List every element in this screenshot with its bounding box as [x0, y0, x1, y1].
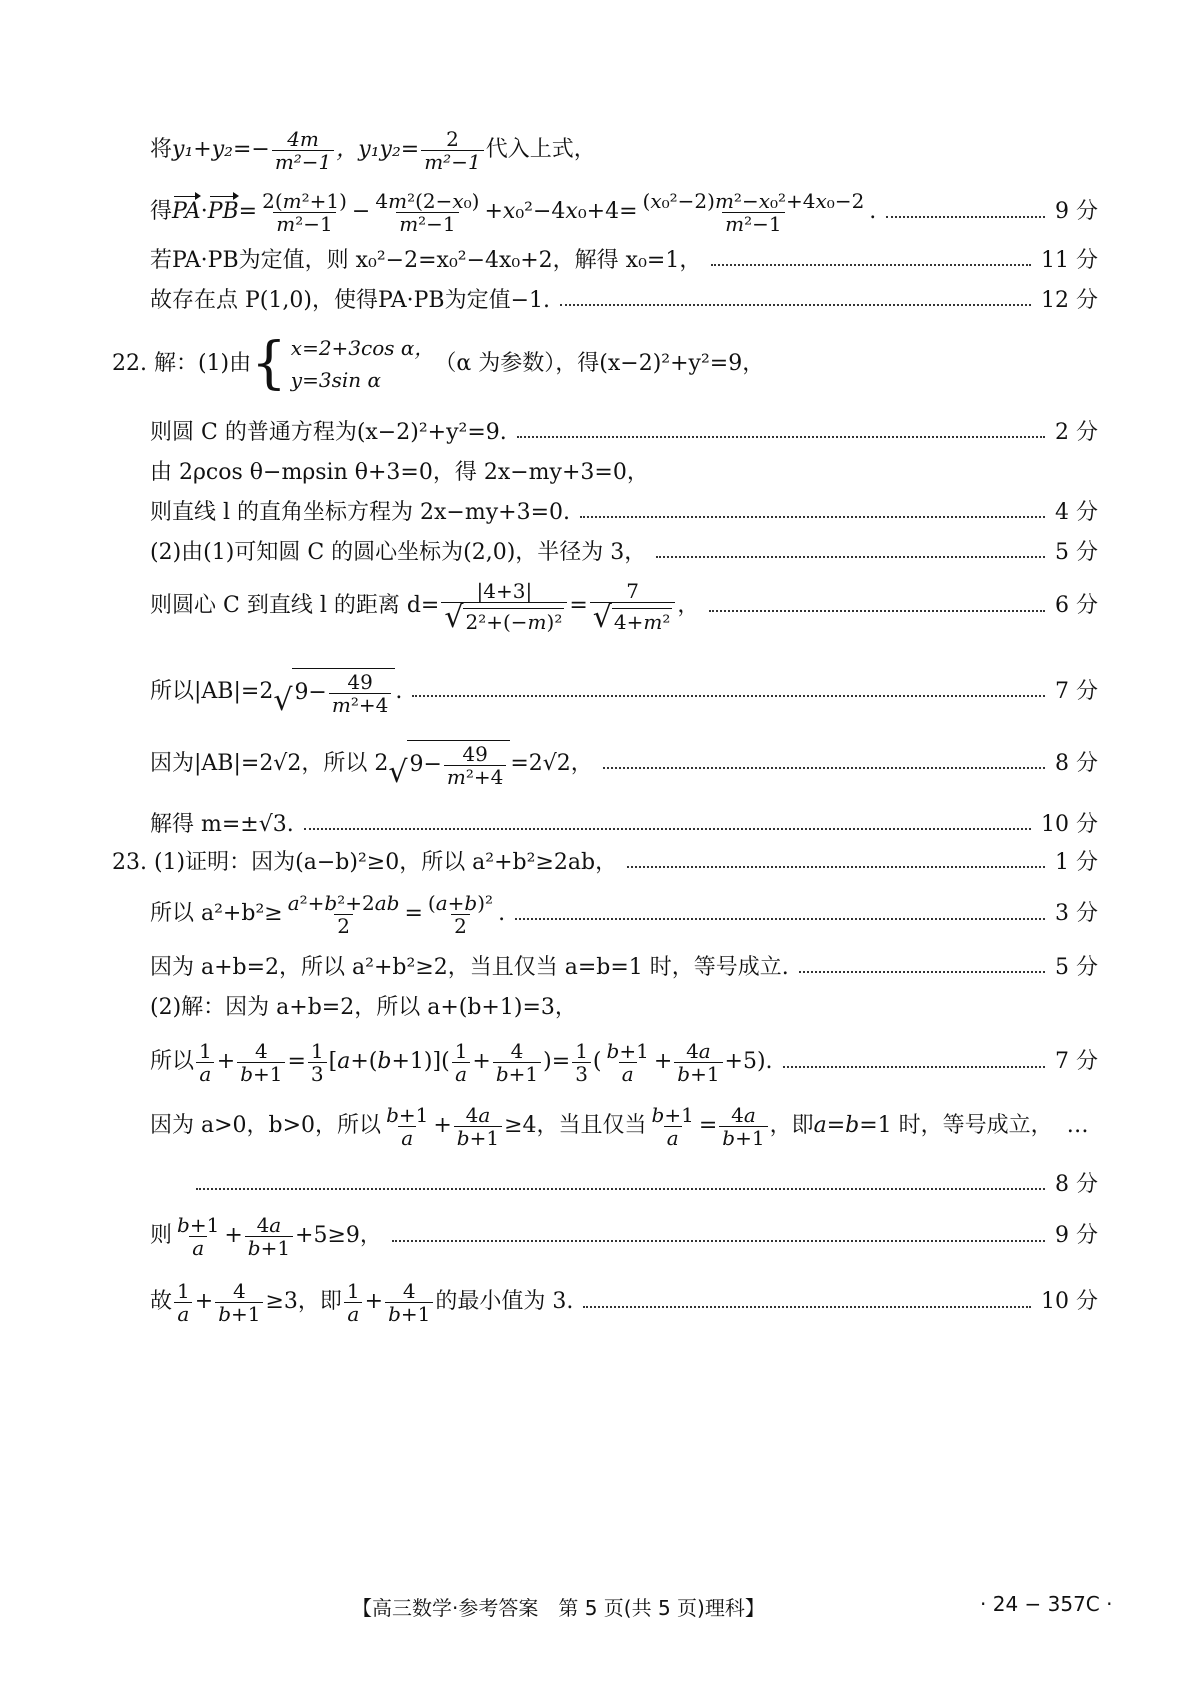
score: 8 分 [1055, 750, 1098, 776]
dot-leader [627, 866, 1045, 868]
line-17 [150, 995, 1098, 1021]
ellipsis: … [1066, 1113, 1089, 1139]
statement: 故 [150, 1289, 173, 1315]
statement: 所以 [150, 1049, 195, 1075]
statement: 解得 m=±√3. [150, 812, 294, 837]
score: 10 分 [1041, 812, 1098, 837]
score: 9 分 [1055, 199, 1098, 225]
score: 7 分 [1055, 1049, 1098, 1075]
line-12: 因为|AB|=2√2，所以 2 √ 9− $\frac{49}{\text{m²+4}}$ =2√2， 8 分 [150, 742, 1098, 790]
problem-23-heading: 23. (1)证明：因为(a−b)²≥0，所以 a²+b²≥2ab， [112, 850, 618, 875]
line-14 [112, 850, 1098, 876]
fraction: $\frac{2}{\text{m²−1}}$ [421, 128, 483, 173]
line-7 [150, 460, 1098, 486]
statement: 因为 a>0，b>0，所以 [150, 1113, 382, 1139]
line-8 [150, 500, 1098, 526]
dot-leader [799, 971, 1045, 973]
footer-title: 【高三数学·参考答案 第 5 页(共 5 页)理科】 [352, 1596, 765, 1620]
statement: (2)由(1)可知圆 C 的圆心坐标为(2,0)，半径为 3， [150, 540, 647, 565]
fraction: $\frac{4m}{\text{m²−1}}$ [272, 128, 334, 173]
dot-leader [656, 556, 1045, 558]
parametric-system: x=2+3cos α， y=3sin α [290, 336, 435, 392]
dot-leader [603, 767, 1045, 769]
statement: 则 [150, 1223, 173, 1249]
fraction: |4+3| √ 2²+(− m )² [441, 580, 567, 633]
score: 4 分 [1055, 500, 1098, 525]
dot-leader [560, 304, 1031, 306]
text-segment: 代入上式， [485, 137, 596, 163]
statement: 所以|AB|=2 [150, 678, 274, 704]
line-20 [196, 1172, 1098, 1198]
dot-leader [412, 695, 1045, 697]
statement: 所以 a²+b²≥ [150, 901, 283, 927]
line-15: 所以 a²+b²≥ $\frac{\text{a²+b²+2ab}}{2}$ = $\frac{\text{(a+b)²}}{2}$ . 3 分 [150, 891, 1098, 938]
line-5 [112, 332, 1098, 396]
pa-pb-expression: 得 PA · PB = $\frac{\text{2(m²+1)}}{\text{m²−1}}$ − $\frac{\text{4m²(2−x₀)}}{\text{m²−1}}$ + x ₀²−4 x ₀+4= $\frac{\text{(x₀²−2)m²−x₀²+4x₀−2}}{\text{m²−1}}$ . [150, 189, 877, 236]
statement: 则直线 l 的直角坐标方程为 2x−my+3=0. [150, 500, 570, 525]
score: 5 分 [1055, 540, 1098, 565]
dot-leader [392, 1240, 1045, 1242]
statement: 故存在点 P(1,0)，使得PA·PB为定值−1. [150, 288, 551, 313]
dot-leader [583, 1306, 1031, 1308]
fraction: $\frac{\text{a²+b²+2ab}}{2}$ [287, 891, 400, 938]
dot-leader [886, 216, 1045, 218]
sqrt-expression: √ 9− $\frac{49}{\text{m²+4}}$ [388, 740, 510, 788]
score: 11 分 [1041, 248, 1098, 273]
fraction: $\frac{\text{(a+b)²}}{2}$ [427, 891, 494, 938]
statement: （α 为参数），得(x−2)²+y²=9， [434, 350, 765, 376]
line-1 [150, 128, 1098, 173]
line-16 [150, 955, 1098, 981]
score: 9 分 [1055, 1223, 1098, 1249]
line-2 [150, 190, 1098, 235]
line-10: 则圆心 C 到直线 l 的距离 d= |4+3| √ 2²+(− m )² = 7 √ 4+ m ² ， 6 分 [150, 579, 1098, 635]
score: 3 分 [1055, 901, 1098, 927]
score: 7 分 [1055, 678, 1098, 704]
line-18: 所以 $\frac{1}{a}$ + $\frac{4}{b+1}$ = $\frac{1}{3}$ [ a +( b +1)]( $\frac{1}{a}$ + $\frac{4}{b+1}$ )= $\frac{1}{3}$ ( $\frac{b+1}{a}$ + $\frac{4a}{b+1}$ +5). 7 分 [150, 1039, 1098, 1086]
dot-leader [196, 1188, 1045, 1190]
dot-leader [711, 264, 1031, 266]
text-segment: 将 [150, 137, 173, 163]
score: 12 分 [1041, 288, 1098, 313]
statement: (2)解：因为 a+b=2，所以 a+(b+1)=3， [150, 995, 577, 1020]
dot-leader [709, 610, 1045, 612]
score: 6 分 [1055, 593, 1098, 619]
dot-leader [515, 918, 1045, 920]
math-y1y2-product: ，y₁y₂= [336, 137, 420, 163]
dot-leader [783, 1066, 1045, 1068]
score: 5 分 [1055, 955, 1098, 980]
problem-22-heading: 22. 解：(1)由 [112, 350, 252, 376]
line-4 [150, 288, 1098, 314]
fraction: 7 √ 4+ m ² [590, 580, 676, 633]
line-11: 所以|AB|=2 √ 9− $\frac{49}{\text{m²+4}}$ . 7 分 [150, 670, 1098, 718]
brace-icon: { [251, 331, 287, 396]
score: 8 分 [1055, 1172, 1098, 1197]
statement: 由 2ρcos θ−mρsin θ+3=0，得 2x−my+3=0， [150, 460, 649, 485]
line-22: 故 $\frac{1}{a}$ + $\frac{4}{b+1}$ ≥3，即 $\frac{1}{a}$ + $\frac{4}{b+1}$ 的最小值为 3. 10 分 [150, 1279, 1098, 1326]
line-13 [150, 812, 1098, 838]
score: 10 分 [1041, 1289, 1098, 1315]
statement: 若PA·PB为定值，则 x₀²−2=x₀²−4x₀+2，解得 x₀=1， [150, 248, 702, 273]
sqrt-expression: √ 9− $\frac{49}{\text{m²+4}}$ [273, 668, 395, 716]
line-9 [150, 540, 1098, 566]
line-6 [150, 420, 1098, 446]
score: 2 分 [1055, 420, 1098, 445]
statement: 则圆 C 的普通方程为(x−2)²+y²=9. [150, 420, 507, 445]
line-19: 因为 a>0，b>0，所以 $\frac{b+1}{a}$ + $\frac{4a}{b+1}$ ≥4，当且仅当 $\frac{b+1}{a}$ = $\frac{4a}{b+1}$ ，即 a = b =1 时，等号成立， … [150, 1103, 1089, 1150]
statement: 因为|AB|=2√2，所以 2 [150, 750, 389, 776]
dot-leader [304, 828, 1031, 830]
dot-leader [580, 516, 1045, 518]
dot-leader [517, 436, 1045, 438]
statement: 因为 a+b=2，所以 a²+b²≥2，当且仅当 a=b=1 时，等号成立. [150, 955, 789, 980]
line-3 [150, 248, 1098, 274]
math-y1y2-sum: y₁+y₂=− [172, 137, 270, 163]
footer-code: · 24 − 357C · [980, 1592, 1113, 1616]
score: 1 分 [1055, 850, 1098, 875]
line-21: 则 $\frac{b+1}{a}$ + $\frac{4a}{b+1}$ +5≥9， 9 分 [150, 1213, 1098, 1260]
statement: 则圆心 C 到直线 l 的距离 d= [150, 593, 440, 619]
